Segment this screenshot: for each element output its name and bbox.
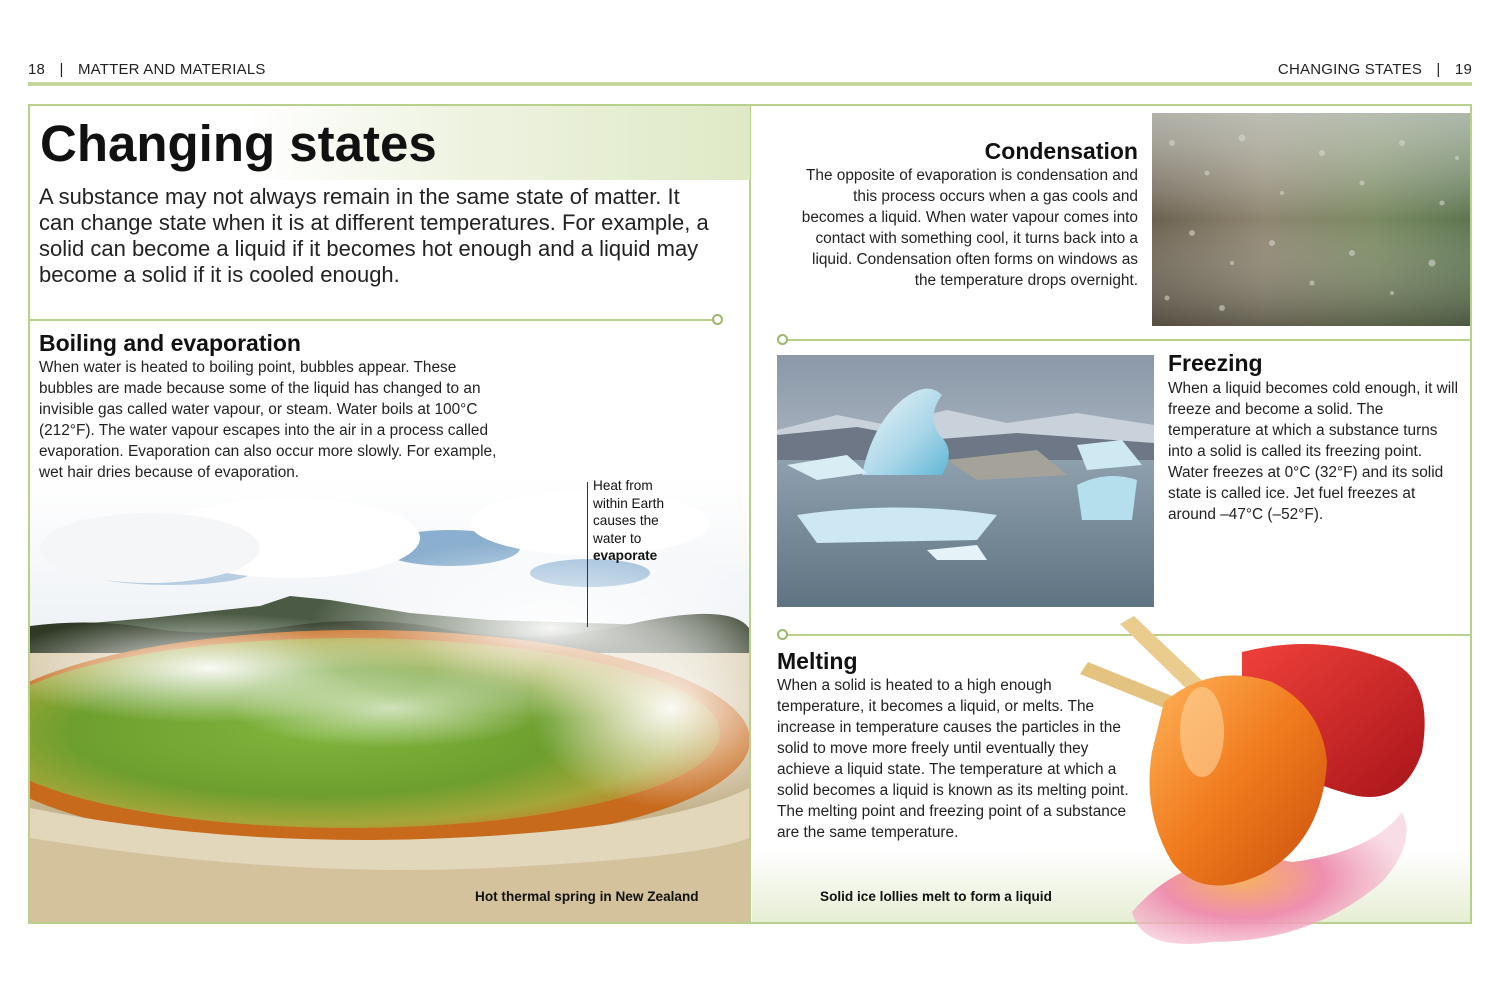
- header-separator: |: [59, 61, 64, 78]
- condensation-window-image: [1152, 113, 1470, 326]
- freezing-divider: [786, 339, 1470, 341]
- iceberg-image: [777, 355, 1154, 607]
- melting-text: When a solid is heated to a high enough temperature, it becomes a liquid, or melts. The increase in temperature causes the particles in the solid to move more freely until eventually they achieve a liquid state. The temperature at which a solid becomes a liquid is known as its melting point. The melting point and freezing point of a substance are the same temperature.: [777, 677, 1129, 841]
- annotation-leader-line: [587, 482, 588, 627]
- annotation-line: causes the: [593, 513, 659, 529]
- annotation-line: within Earth: [593, 495, 665, 511]
- boiling-heading: Boiling and evaporation: [39, 330, 301, 356]
- ice-lolly-caption: Solid ice lollies melt to form a liquid: [820, 889, 1052, 904]
- right-section-title: CHANGING STATES: [1277, 61, 1423, 78]
- condensation-text: The opposite of evaporation is condensation and this process occurs when a gas cools and becomes a liquid. When water vapour comes into contact with something cool, it turns back into a liquid. Condensation often forms on windows as the temperature drops overnight.: [801, 167, 1138, 289]
- freezing-text: When a liquid becomes cold enough, it will freeze and become a solid. The temperature at which a substance turns into a solid is called its freezing point. Water freezes at 0°C (32°F) and its solid state is called ice. Jet fuel freezes at around –47°C (–52°F).: [1168, 380, 1459, 523]
- thermal-spring-caption: Hot thermal spring in New Zealand: [475, 889, 699, 904]
- ice-lolly-image: [1072, 612, 1470, 992]
- header-separator: |: [1436, 61, 1441, 78]
- center-divider: [749, 106, 751, 922]
- header-rule: [28, 82, 1472, 86]
- annotation-line: Heat from: [593, 478, 653, 493]
- heat-annotation: [593, 477, 664, 565]
- page-title: Changing states: [40, 115, 437, 172]
- right-page-number: 19: [1454, 61, 1472, 78]
- boiling-text: When water is heated to boiling point, bubbles appear. These bubbles are made because some of the liquid has changed to an invisible gas called water vapour, or steam. Water boils at 100°C (212°F). The water vapour escapes into the air in a process called evaporation. Evaporation can also occur more slowly. For example, wet hair dries because of evaporation.: [39, 359, 497, 481]
- freezing-heading: Freezing: [1168, 350, 1263, 376]
- running-header-left: [28, 61, 266, 78]
- melting-heading: Melting: [777, 648, 858, 674]
- boiling-divider: [30, 319, 718, 321]
- divider-dot: [777, 629, 788, 640]
- intro-paragraph: A substance may not always remain in the same state of matter. It can change state when it is at different temperatures. For example, a solid can become a liquid if it becomes hot enough and a liquid may become a solid if it is cooled enough.: [39, 184, 709, 287]
- annotation-line: water to: [593, 530, 642, 546]
- annotation-bold-word: evaporate: [593, 548, 658, 564]
- condensation-heading: Condensation: [984, 138, 1138, 164]
- running-header-right: [1278, 61, 1472, 78]
- divider-dot: [712, 314, 723, 325]
- left-section-title: MATTER AND MATERIALS: [77, 61, 266, 78]
- left-page-number: 18: [28, 61, 46, 78]
- divider-dot: [777, 334, 788, 345]
